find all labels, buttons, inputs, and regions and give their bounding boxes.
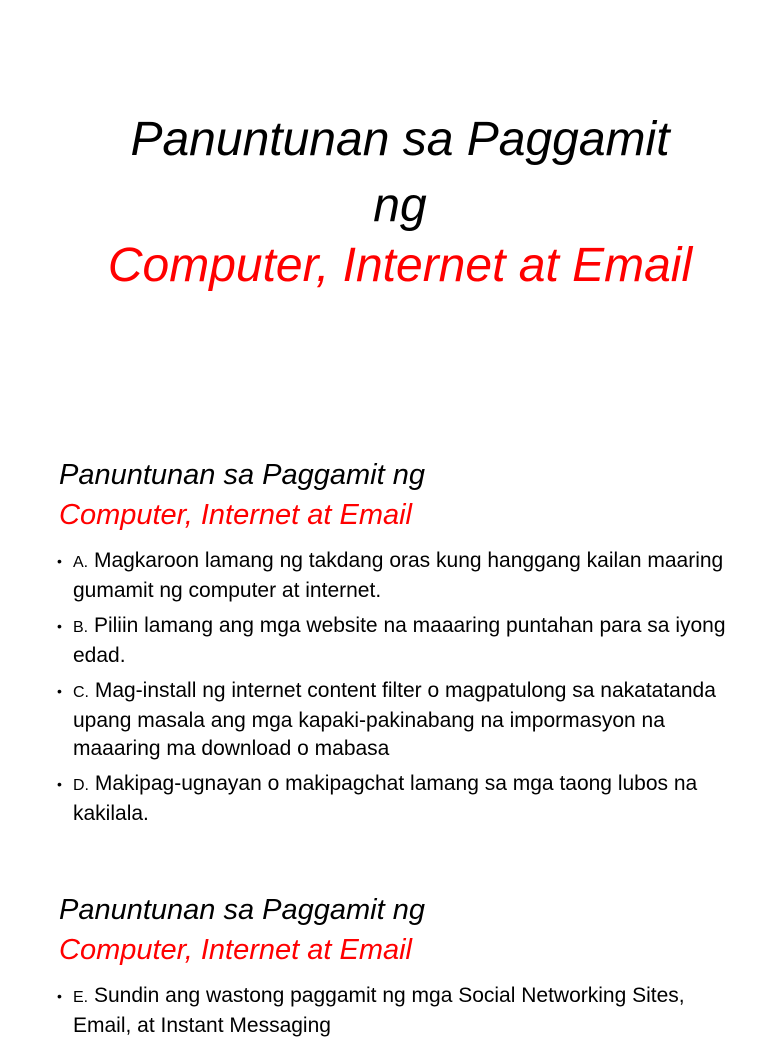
heading-black: Panuntunan sa Paggamit ng [59,459,425,491]
list-item [57,982,728,1040]
list-item [57,547,728,605]
item-letter: C. [73,684,89,701]
bullet-icon: • [57,988,62,1004]
item-letter: B. [73,619,89,636]
item-text: Makipag-ugnayan o makipagchat lamang sa mga taong lubos na kakilala. [73,772,698,825]
item-text: Piliin lamang ang mga website na maaaring puntahan para sa iyong edad. [73,614,726,667]
slide-heading [0,890,768,970]
bullet-icon: • [57,553,62,569]
item-letter: D. [73,777,89,794]
bullet-icon: • [57,618,62,634]
slide-heading [0,455,768,535]
item-text: Sundin ang wastong paggamit ng mga Social Networking Sites, Email, at Instant Messaging [73,984,685,1037]
list-item [57,612,728,670]
title-slide [0,0,768,420]
list-item [57,770,728,828]
bullet-list [0,982,768,1040]
item-letter: E. [73,989,89,1006]
bullet-list [0,547,768,828]
bullet-icon: • [57,683,62,699]
item-text: Mag-install ng internet content filter o magpatulong sa nakatatanda upang masala ang mga kapaki-pakinabang na impormasyon na maaaring ma download o mabasa [73,679,716,760]
heading-black: Panuntunan sa Paggamit ng [59,894,425,926]
title-line-3: Computer, Internet at Email [107,239,693,292]
slide-3 [0,890,768,1047]
slide-2 [0,455,768,835]
bullet-icon: • [57,776,62,792]
heading-red: Computer, Internet at Email [59,499,412,531]
item-letter: A. [73,554,89,571]
list-item [57,677,728,763]
heading-red: Computer, Internet at Email [59,934,412,966]
title-line-2: ng [373,179,427,232]
item-text: Magkaroon lamang ng takdang oras kung hanggang kailan maaring gumamit ng computer at internet. [73,549,724,602]
title-line-1: Panuntunan sa Paggamit [130,113,670,166]
